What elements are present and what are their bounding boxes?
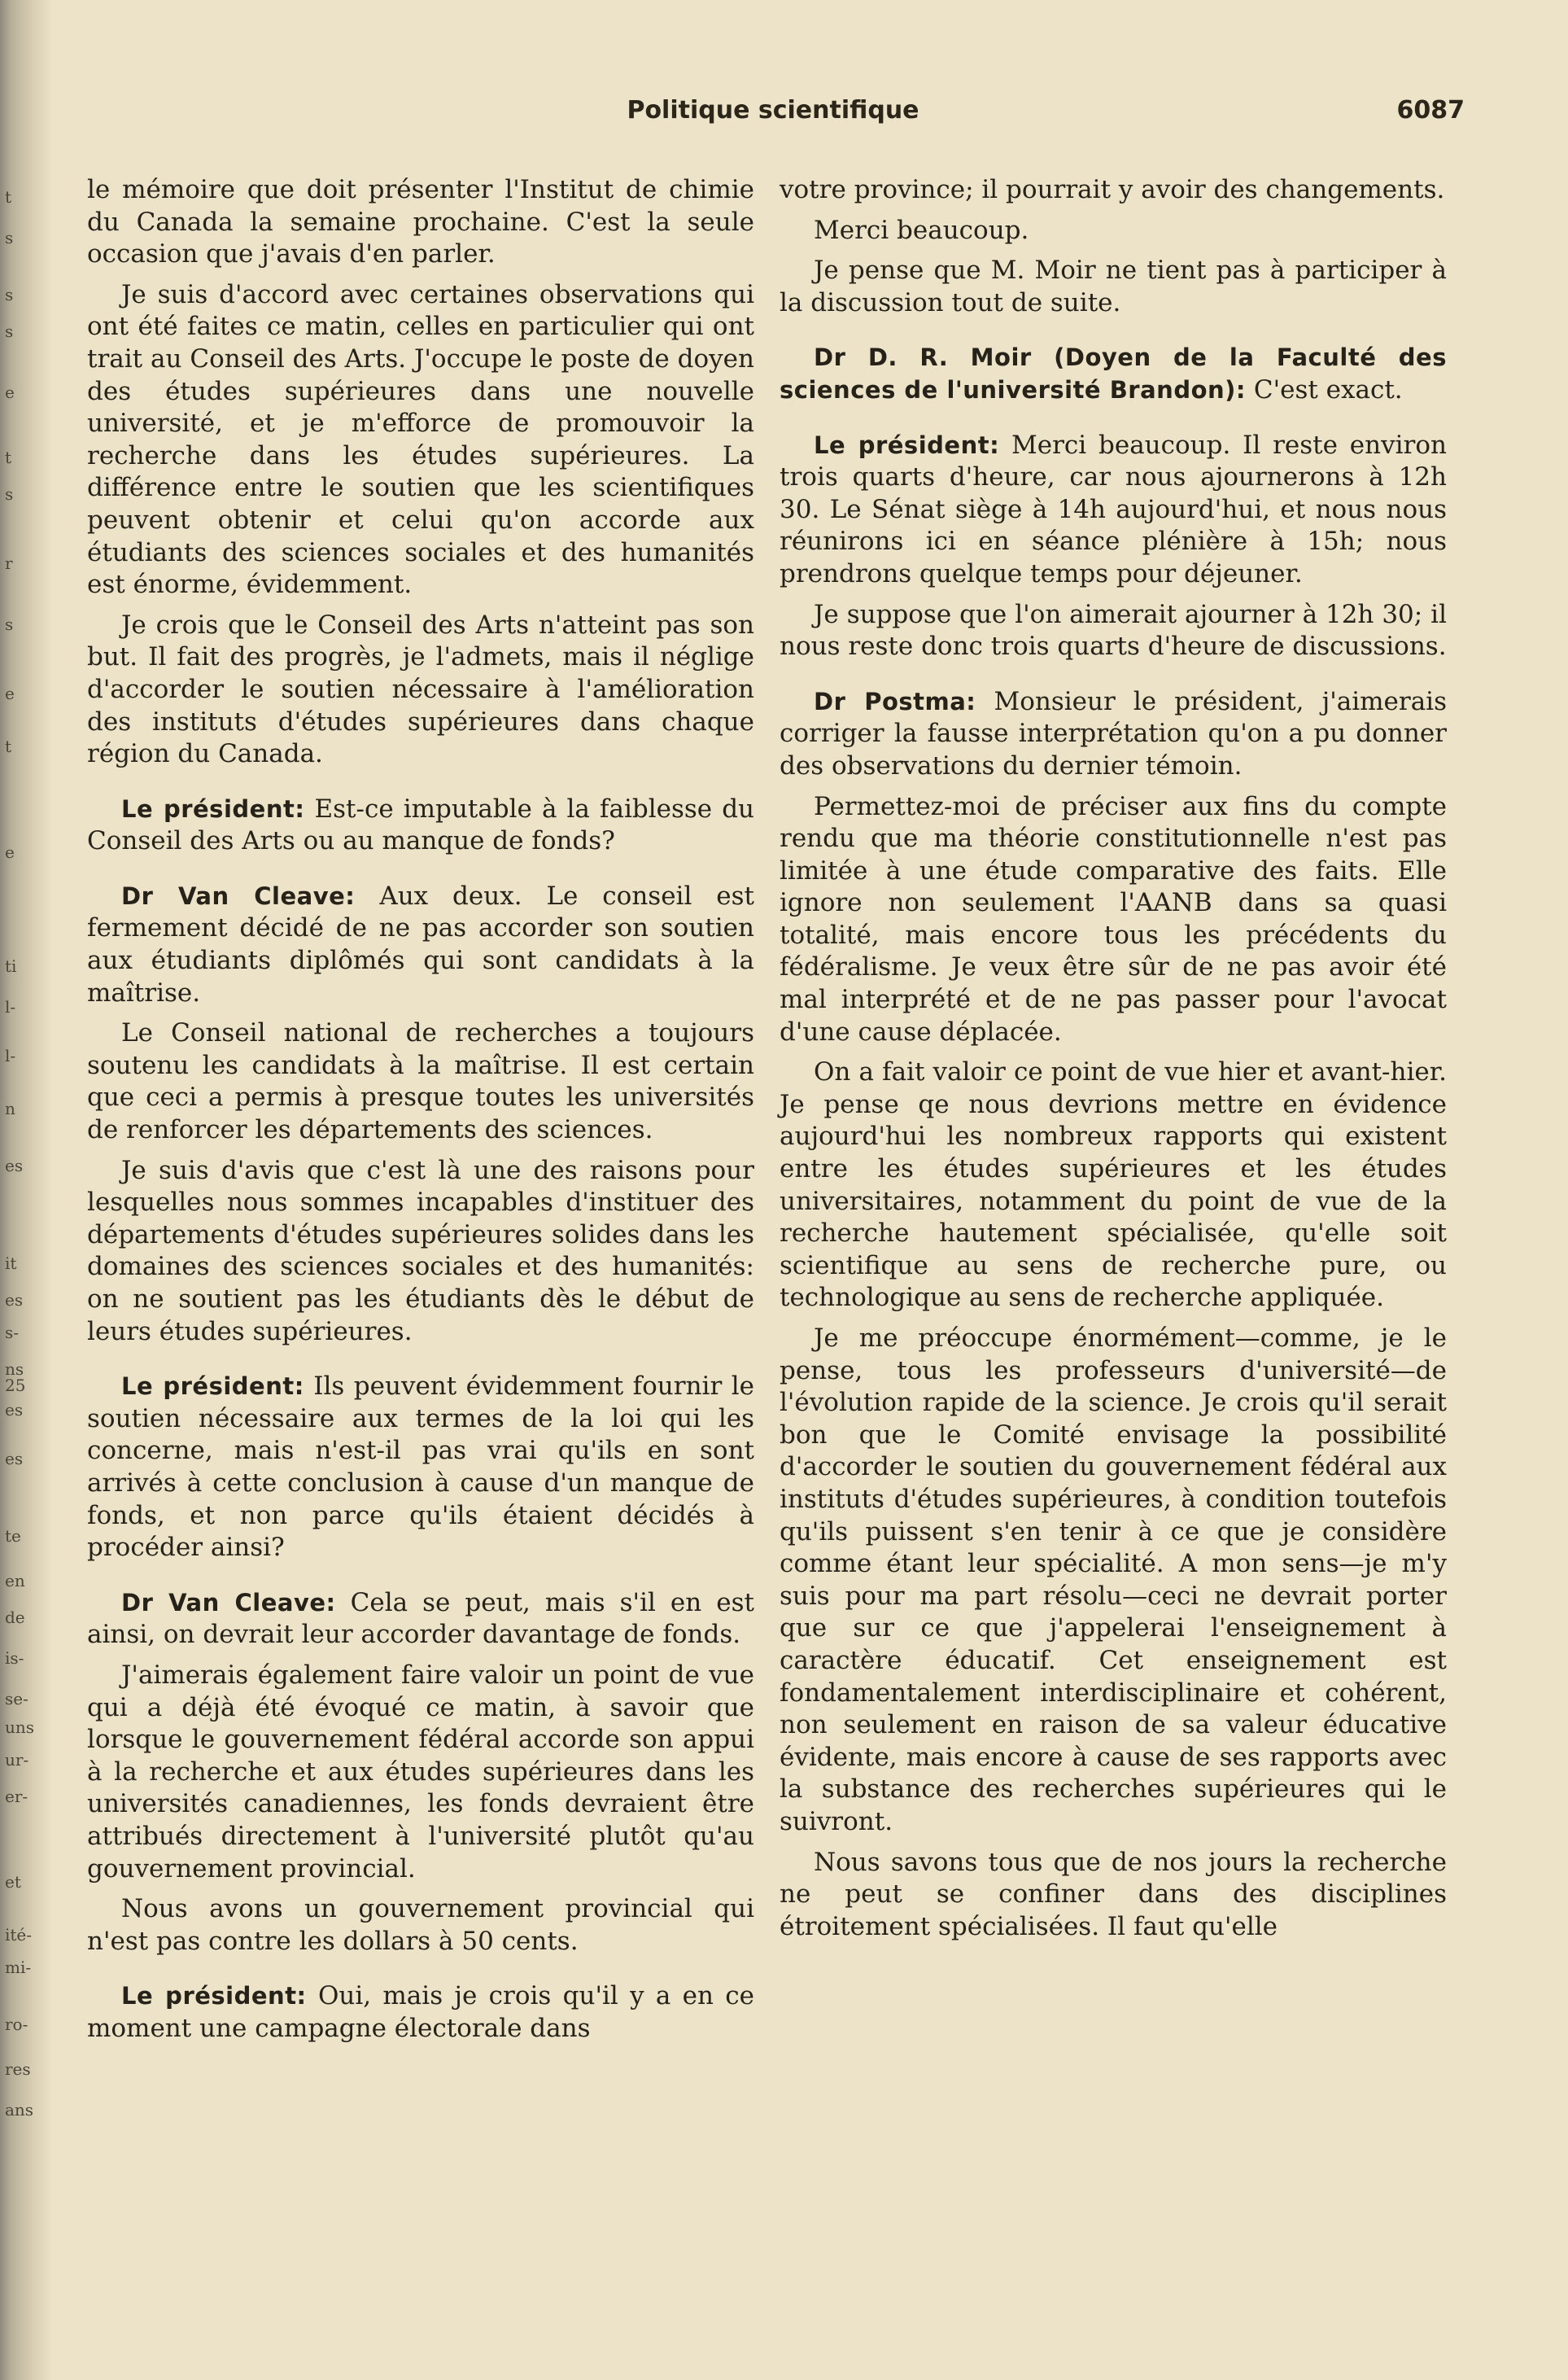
paragraph (87, 279, 754, 602)
paragraph-text: Je suis d'avis que c'est là une des raisons pour lesquelles nous sommes incapables d'instituer des départements d'études supérieures solides dans les domaines des sciences sociales et des humanités: on ne soutient pas les étudiants dès le début de leurs études supérieures. (87, 1155, 754, 1346)
right-column (780, 174, 1447, 1951)
paragraph (87, 1893, 754, 1958)
speaker-name: Dr D. R. Moir (Doyen de la Faculté des sciences de l'université Brandon): (780, 343, 1447, 404)
paragraph (87, 1155, 754, 1349)
margin-fragment: mi- (5, 1958, 32, 1977)
paragraph-text: Aux deux. Le conseil est fermement décidé de ne pas accorder son soutien aux étudiants diplômés qui sont candidats à la maîtrise. (87, 881, 754, 1008)
margin-fragment: ns (5, 1359, 24, 1379)
margin-fragment: s (5, 322, 14, 341)
paragraph-text: Le Conseil national de recherches a toujours soutenu les candidats à la maîtrise. Il est certain que ceci a permis à presque toutes les universités de renforcer les départements des sciences. (87, 1018, 754, 1145)
speech-paragraph (87, 881, 754, 1009)
paragraph (780, 791, 1447, 1049)
margin-fragment: et (5, 1872, 21, 1892)
paragraph-text: Je suppose que l'on aimerait ajourner à 12h 30; il nous reste donc trois quarts d'heure de discussions. (780, 599, 1447, 662)
paragraph (780, 1847, 1447, 1944)
paragraph-text: Oui, mais je crois qu'il y a en ce moment une campagne électorale dans (87, 1981, 754, 2043)
margin-fragment: ti (5, 956, 17, 976)
page-gutter-shadow (0, 0, 50, 2380)
paragraph (780, 1323, 1447, 1839)
paragraph-text: Je crois que le Conseil des Arts n'atteint pas son but. Il fait des progrès, je l'admets, mais il néglige d'accorder le soutien nécessaire à l'amélioration des instituts d'études supérieures dans chaque région du Canada. (87, 610, 754, 769)
speech-paragraph (87, 1980, 754, 2045)
margin-fragment: res (5, 2059, 31, 2079)
speech-paragraph (780, 342, 1447, 406)
speech-paragraph (780, 430, 1447, 591)
paragraph-text: Permettez-moi de préciser aux fins du compte rendu que ma théorie constitutionnelle n'est pas limitée à une étude comparative des faits. Elle ignore non seulement l'AANB dans sa quasi totalité, mais encore tous les précédents du fédéralisme. Je veux être sûr de ne pas avoir été mal interprété et de ne pas passer pour l'avocat d'une cause déplacée. (780, 791, 1447, 1047)
paragraph-text: Nous avons un gouvernement provincial qui n'est pas contre les dollars à 50 cents. (87, 1894, 754, 1956)
speech-paragraph (87, 794, 754, 858)
paragraph-text: Monsieur le président, j'aimerais corriger la fausse interprétation qu'on a pu donner des observations du dernier témoin. (780, 686, 1448, 781)
paragraph-text: Je pense que M. Moir ne tient pas à participer à la discussion tout de suite. (780, 256, 1447, 317)
paragraph (87, 1017, 754, 1146)
margin-fragment: t (5, 448, 12, 467)
section-title: Politique scientifique (627, 96, 919, 125)
paragraph (780, 599, 1447, 663)
speaker-name: Dr Van Cleave: (121, 882, 356, 910)
paragraph-text: Merci beaucoup. Il reste environ trois quarts d'heure, car nous ajournerons à 12h 30. Le Sénat siège à 14h aujourd'hui, et nous nous réunirons ici en séance plénière à 15h; nous prendrons quelque temps pour déjeuner. (780, 430, 1447, 588)
margin-fragment: l- (5, 1046, 16, 1065)
paragraph (780, 1057, 1447, 1315)
paragraph-text: votre province; il pourrait y avoir des changements. (780, 175, 1445, 204)
margin-fragment: er- (5, 1787, 28, 1806)
page-number: 6087 (1396, 96, 1465, 125)
margin-fragment: es (5, 1290, 24, 1310)
paragraph-text: Merci beaucoup. (814, 215, 1029, 245)
paragraph-text: le mémoire que doit présenter l'Institut de chimie du Canada la semaine prochaine. C'est la seule occasion que j'avais d'en parler. (87, 175, 754, 269)
margin-fragment: se- (5, 1689, 28, 1708)
margin-fragment: 25 (5, 1376, 26, 1395)
margin-fragment: ro- (5, 2015, 28, 2034)
paragraph-text: J'aimerais également faire valoir un point de vue qui a déjà été évoqué ce matin, à savoir que lorsque le gouvernement fédéral accorde son appui à la recherche et aux études supérieures dans les universités canadiennes, les fonds devraient être attribués directement à l'université plutôt qu'au gouvernement provincial. (87, 1660, 754, 1883)
margin-fragment: n (5, 1099, 15, 1118)
margin-fragment: te (5, 1526, 21, 1546)
speaker-name: Dr Van Cleave: (121, 1588, 336, 1617)
margin-fragment: s- (5, 1323, 20, 1342)
paragraph-text: Je suis d'accord avec certaines observations qui ont été faites ce matin, celles en particulier qui ont trait au Conseil des Arts. J'occupe le poste de doyen des études supérieures dans une nouvelle université, et je m'efforce de promouvoir la recherche dans les études supérieures. La différence entre le soutien que les scientifiques peuvent obtenir et celui qu'on accorde aux étudiants des sciences sociales et des humanités est énorme, évidemment. (87, 279, 754, 600)
paragraph (780, 255, 1447, 319)
paragraph (87, 1660, 754, 1885)
speaker-name: Le président: (814, 431, 1000, 459)
margin-fragment: e (5, 383, 15, 402)
paragraph (780, 174, 1447, 207)
paragraph-text: Ils peuvent évidemment fournir le soutien nécessaire aux termes de la loi qui les concerne, mais n'est-il pas vrai qu'ils en sont arrivés à cette conclusion à cause d'un manque de fonds, et non parce qu'ils étaient décidés à procéder ainsi? (87, 1372, 754, 1563)
margin-fragment: s (5, 285, 14, 304)
margin-fragment: e (5, 842, 15, 862)
margin-fragment: t (5, 187, 12, 207)
margin-fragment: r (5, 553, 13, 573)
paragraph-text: Est-ce imputable à la faiblesse du Conseil des Arts ou au manque de fonds? (87, 794, 754, 856)
margin-fragment: de (5, 1608, 25, 1627)
margin-fragment: l- (5, 997, 16, 1017)
speech-paragraph (780, 686, 1447, 783)
margin-fragment: ur- (5, 1750, 29, 1770)
margin-fragment: es (5, 1449, 24, 1468)
paragraph-text: Je me préoccupe énormément—comme, je le pense, tous les professeurs d'université—de l'évolution rapide de la science. Je crois qu'il serait bon que le Comité envisage la possibilité d'accorder le soutien du gouvernement fédéral aux instituts d'études supérieures, à condition toutefois qu'ils puissent s'en tenir à ce que je considère comme étant leur spécialité. A mon sens—je m'y suis pour ma part résolu—ceci ne devrait porter que sur ce que j'appelerai l'enseignement à caractère éducatif. Cet enseignement est fondamentalement interdisciplinaire et cohérent, non seulement en raison de sa valeur éducative évidente, mais encore à cause de ses rapports avec la substance des recherches supérieures qui le suivront. (780, 1323, 1447, 1836)
speaker-name: Le président: (121, 794, 305, 823)
margin-fragment: s (5, 484, 14, 504)
paragraph-text: On a fait valoir ce point de vue hier et avant-hier. Je pense qe nous devrions mettre en évidence aujourd'hui les nombreux rapports qui existent entre les études supérieures et les études universitaires, notamment du point de vue de la recherche hautement spécialisée, qu'elle soit scientifique au sens de recherche pure, ou technologique au sens de recherche appliquée. (780, 1057, 1447, 1313)
paragraph-text: Nous savons tous que de nos jours la recherche ne peut se confiner dans des disciplines étroitement spécialisées. Il faut qu'elle (780, 1847, 1447, 1941)
margin-fragment: uns (5, 1717, 35, 1737)
speech-paragraph (87, 1371, 754, 1564)
speech-paragraph (87, 1587, 754, 1652)
speaker-name: Dr Postma: (814, 687, 976, 715)
margin-fragment: s (5, 615, 14, 634)
paragraph-text: C'est exact. (1253, 374, 1403, 405)
left-column (87, 174, 754, 2053)
margin-fragment: s (5, 228, 14, 247)
speaker-name: Le président: (121, 1982, 307, 2010)
speaker-name: Le président: (121, 1372, 304, 1401)
margin-fragment: is- (5, 1648, 24, 1668)
margin-fragment: es (5, 1400, 24, 1420)
margin-fragment: t (5, 737, 12, 756)
paragraph (87, 174, 754, 271)
paragraph (87, 610, 754, 771)
running-head (81, 96, 1465, 137)
margin-fragment: ité- (5, 1925, 33, 1945)
margin-fragment: ans (5, 2100, 34, 2120)
margin-fragment: it (5, 1253, 17, 1273)
margin-fragment: es (5, 1156, 24, 1175)
margin-fragment: en (5, 1571, 25, 1590)
margin-fragment: e (5, 684, 15, 703)
paragraph (780, 215, 1447, 247)
paragraph-text: Cela se peut, mais s'il en est ainsi, on devrait leur accorder davantage de fonds. (87, 1587, 754, 1650)
